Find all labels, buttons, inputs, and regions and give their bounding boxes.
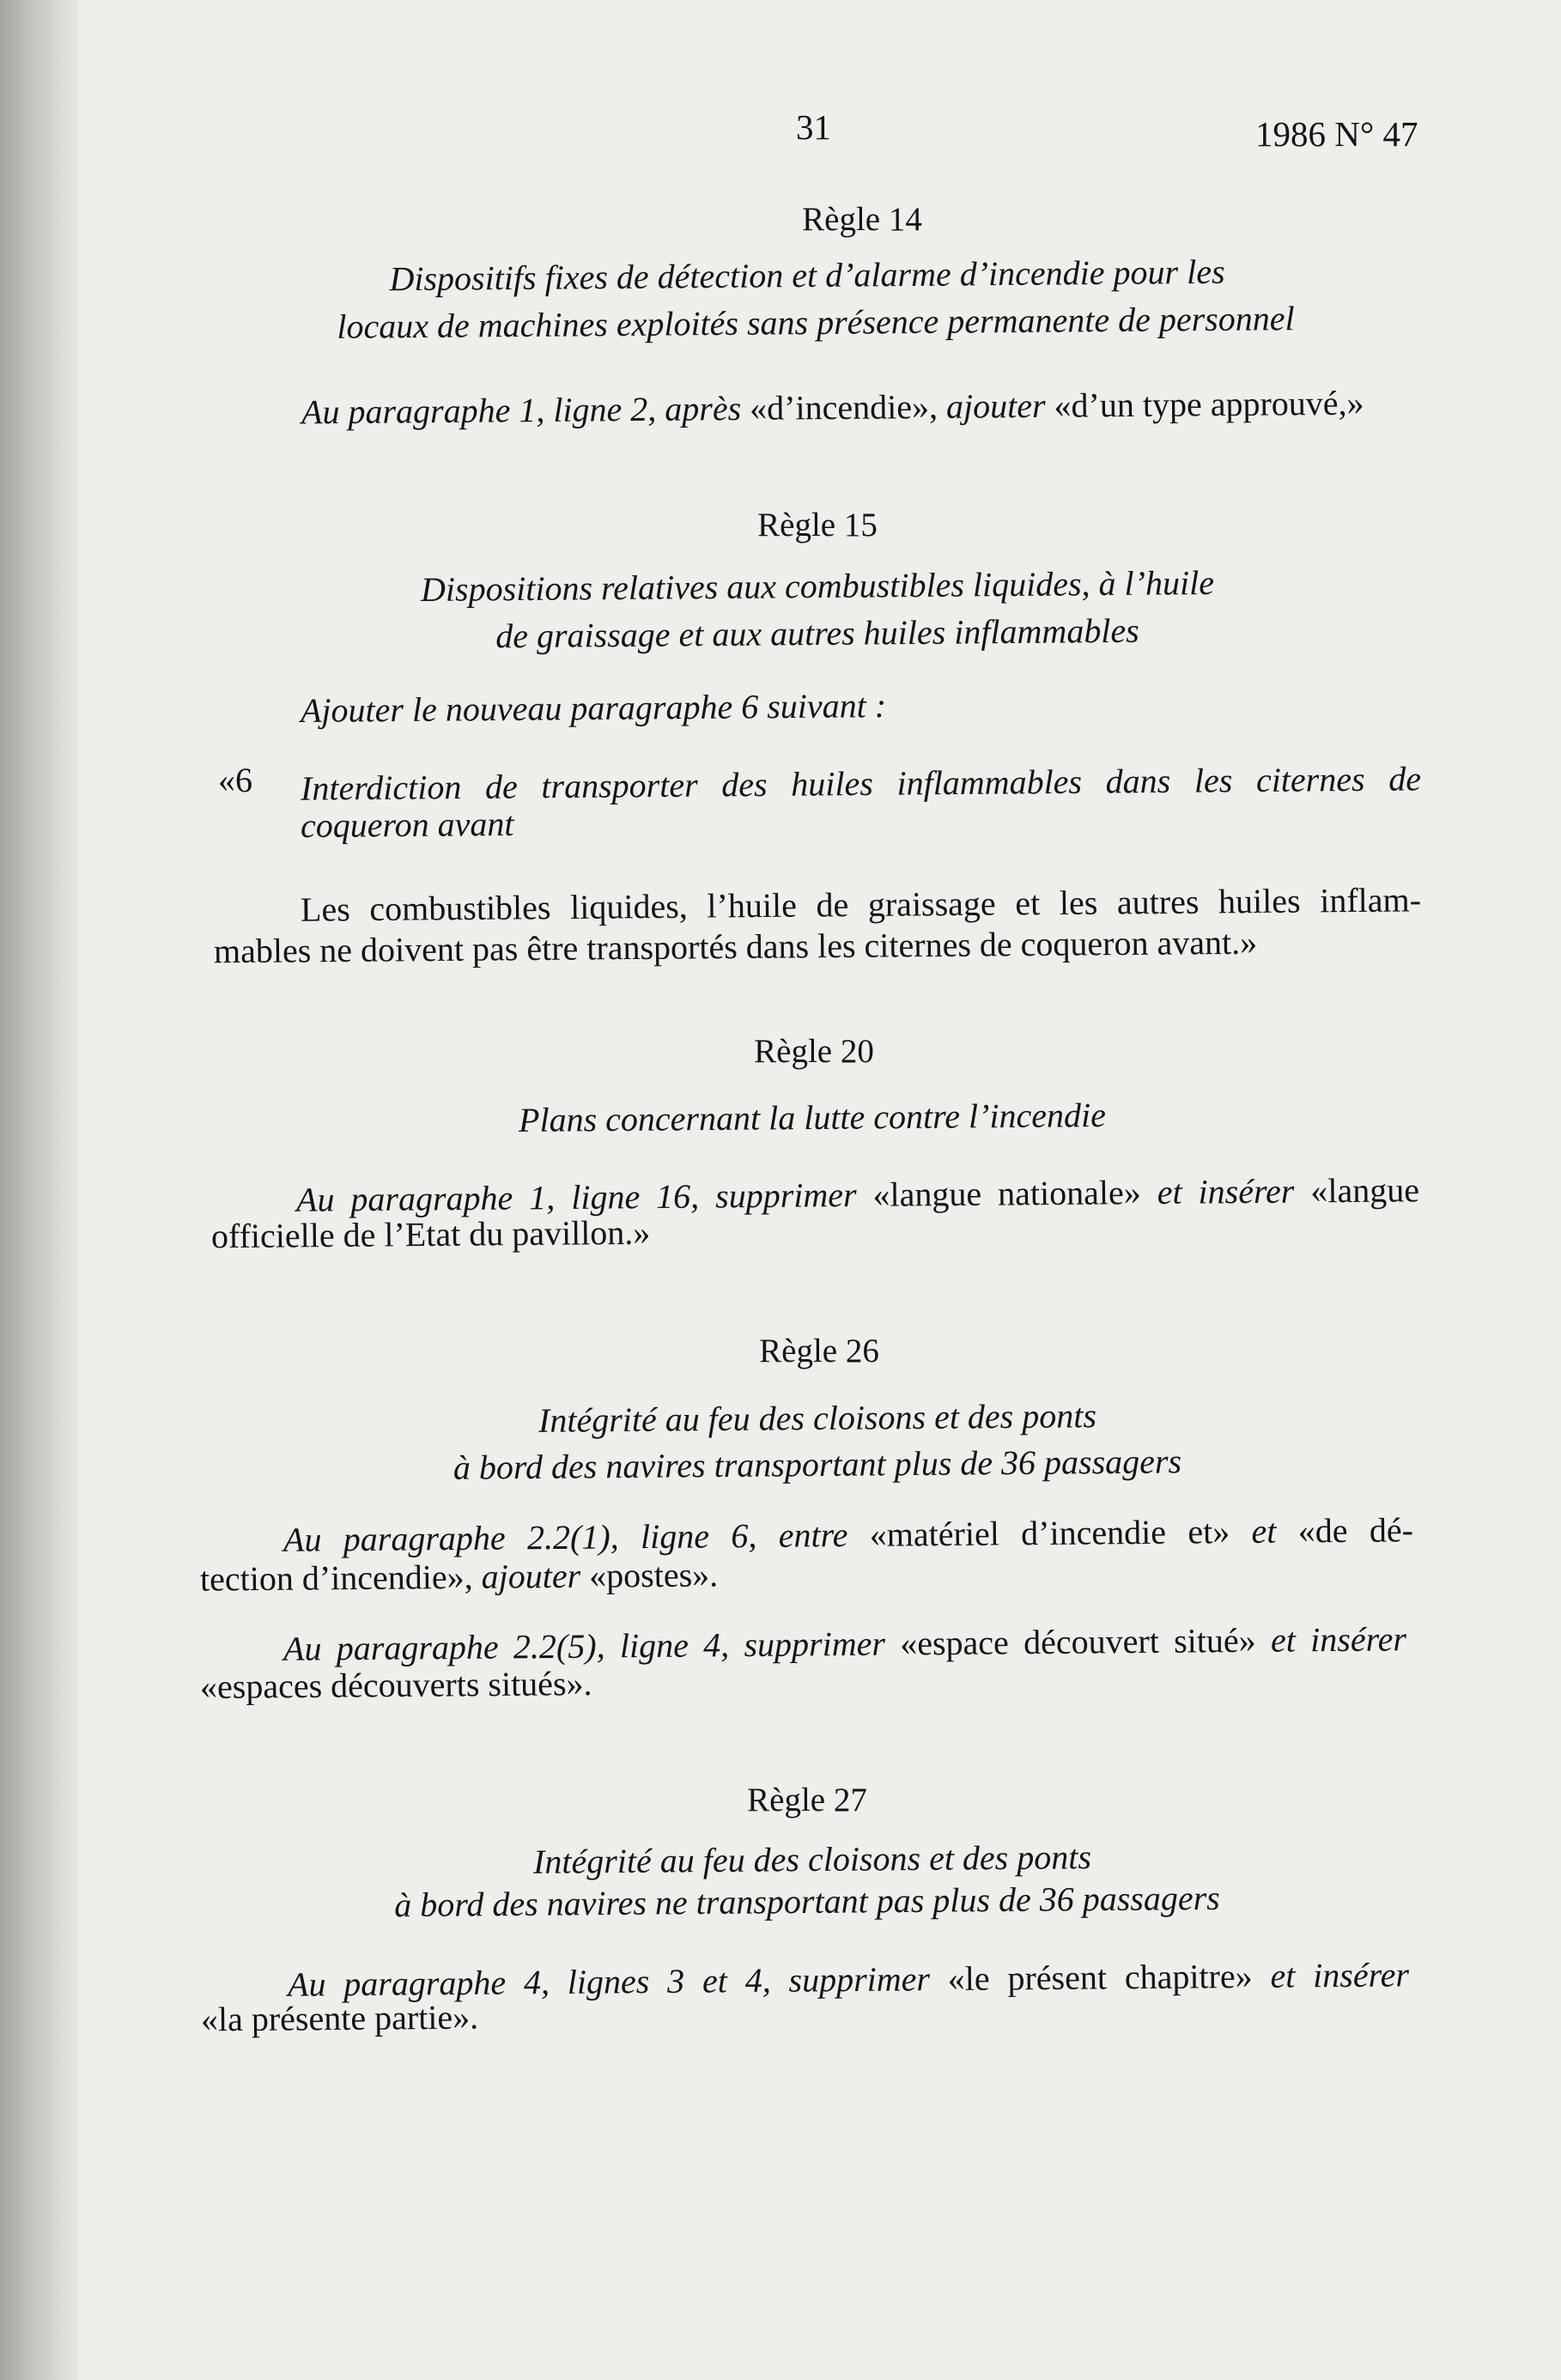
publication-number: 1986 N° 47 (1255, 114, 1418, 154)
amendment-action: ajouter (481, 1556, 581, 1596)
amendment-action: et (1251, 1511, 1277, 1551)
rule-26-amendment-2-text (282, 1619, 1407, 1668)
new-paragraph-body-line-1 (300, 880, 1422, 929)
rule-26-amendment-2-line-1 (282, 1619, 1407, 1668)
new-paragraph-title-line-1 (300, 759, 1422, 808)
rule-15-title-line-1: Dispositions relatives aux combustibles liquides, à l’huile (420, 562, 1215, 610)
amendment-quote: «de dé- (1276, 1510, 1414, 1551)
rule-27-title-line-1: Intégrité au feu des cloisons et des ponts (532, 1837, 1092, 1881)
amendment-quote: «le présent chapitre» (929, 1956, 1271, 1999)
rule-20-title: Plans concernant la lutte contre l’incendie (518, 1096, 1107, 1139)
rule-15-heading: Règle 15 (757, 507, 878, 543)
amendment-instruction: Au paragraphe 2.2(1), ligne 6, entre (282, 1515, 848, 1559)
amendment-action: et insérer (1270, 1619, 1407, 1660)
amendment-instruction: Au paragraphe 1, ligne 2, après (301, 388, 742, 432)
rule-14-heading: Règle 14 (802, 201, 922, 238)
rule-26-amendment-2-line-2: «espaces découverts situés». (199, 1664, 592, 1706)
new-paragraph-title-text: Interdiction de transporter des huiles inflammables dans les citernes de (300, 759, 1422, 808)
rule-27-amendment-line-1 (287, 1955, 1410, 2004)
rule-27-amendment-text (287, 1955, 1410, 2004)
amendment-quote: «d’un type approuvé,» (1045, 383, 1364, 425)
new-paragraph-body-line-2: mables ne doivent pas être transportés dans les citernes de coqueron avant.» (213, 922, 1258, 971)
amendment-quote: «langue (1294, 1170, 1420, 1211)
rule-27-title-line-2: à bord des navires ne transportant pas plus de 36 passagers (394, 1878, 1220, 1925)
rule-26-title-line-2: à bord des navires transportant plus de 36 passagers (453, 1442, 1182, 1487)
rule-26-heading: Règle 26 (759, 1333, 879, 1369)
rule-26-amendment-1-line-2 (199, 1555, 719, 1599)
amendment-action: et insérer (1270, 1955, 1410, 1995)
rule-27-heading: Règle 27 (747, 1782, 867, 1818)
amendment-quote: «matériel d’incendie et» (847, 1511, 1252, 1555)
rule-14-title-line-1: Dispositifs fixes de détection et d’alarme d’incendie pour les (389, 252, 1225, 299)
rule-20-heading: Règle 20 (754, 1033, 874, 1070)
rule-26-title-line-1: Intégrité au feu des cloisons et des ponts (538, 1396, 1097, 1440)
page-number: 31 (796, 107, 831, 147)
rule-15-title-line-2: de graissage et aux autres huiles inflammables (495, 610, 1139, 656)
amendment-instruction: Au paragraphe 4, lignes 3 et 4, supprimer (287, 1959, 931, 2004)
amendment-quote: «langue nationale» (856, 1172, 1157, 1215)
amendment-action: et insérer (1157, 1171, 1295, 1211)
amendment-quote: «postes». (580, 1555, 719, 1595)
amendment-instruction: Au paragraphe 2.2(5), ligne 4, supprimer (282, 1624, 886, 1668)
rule-20-amendment-line-1 (295, 1170, 1420, 1219)
amendment-action: ajouter (945, 386, 1046, 426)
rule-15-instruction: Ajouter le nouveau paragraphe 6 suivant : (300, 686, 887, 730)
rule-14-title-line-2: locaux de machines exploités sans présence permanente de personnel (337, 299, 1295, 346)
book-gutter-shadow (0, 0, 79, 2380)
rule-20-amendment-text (295, 1170, 1420, 1219)
amendment-quote: tection d’incendie», (199, 1557, 482, 1599)
rule-27-amendment-line-2: «la présente partie». (200, 1997, 479, 2039)
new-paragraph-title-line-2: coqueron avant (300, 804, 514, 846)
amendment-quote: «espace découvert situé» (884, 1620, 1272, 1663)
amendment-quote: «d’incendie», (740, 386, 947, 428)
new-paragraph-number: «6 (218, 761, 252, 799)
amendment-instruction: Au paragraphe 1, ligne 16, supprimer (295, 1175, 857, 1219)
rule-20-amendment-line-2: officielle de l’Etat du pavillon.» (210, 1212, 651, 1256)
new-paragraph-body-text: Les combustibles liquides, l’huile de graissage et les autres huiles inflam- (300, 880, 1422, 929)
rule-14-amendment-1 (301, 383, 1364, 432)
